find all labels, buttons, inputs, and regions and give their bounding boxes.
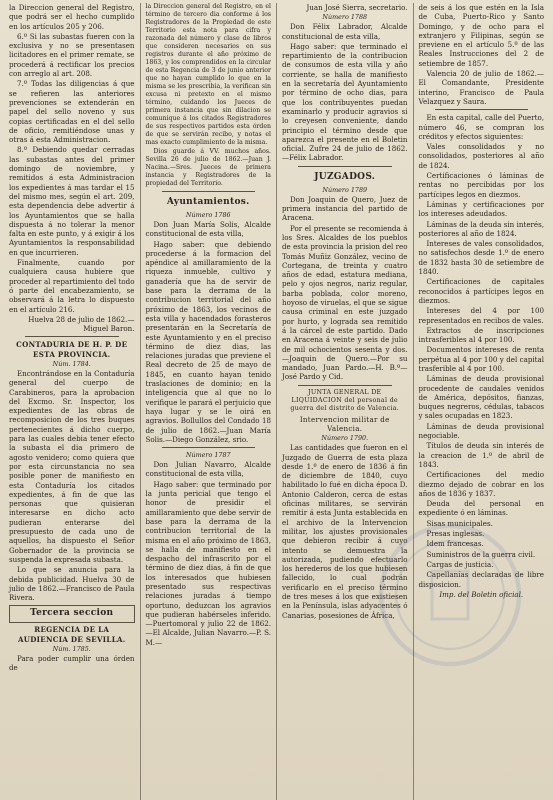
divider	[162, 447, 256, 448]
paragraph: En esta capital, calle del Puerto, número 46, se compran los créditos y efectos siguientes:	[418, 113, 544, 141]
printer-imprint: Imp. del Boletin oficial.	[439, 589, 524, 599]
paragraph: Don Félix Labrador, Alcalde constitucional de esta villa,	[282, 22, 408, 41]
list-item: Idem francesas.	[426, 539, 484, 549]
section-subheading: Intervencion militar de Valencia.	[299, 414, 390, 433]
notice-number: Número 1790.	[321, 434, 369, 443]
paragraph: Don Julian Navarro, Alcalde constitucional de esta villa,	[145, 460, 271, 479]
list-item: Intereses de vales consolidados, no satisfechos desde 1.º de enero de 1832 hasta 30 de setiembre de 1840.	[418, 239, 544, 277]
list-item: Suministros de la guerra civil.	[426, 549, 536, 559]
paragraph: Finalmente, cuando por cualquiera causa hubiere que proceder al repartimiento del todo ó parte del encabezamiento, se observará á la letra lo dispuesto en el artículo 216.	[9, 258, 135, 314]
section-heading: REGENCIA DE LA AUDIENCIA DE SEVILLA.	[17, 625, 126, 644]
paragraph: Hago saber: que terminado el repartimiento de la contribucion de consumos de esta villa y año corriente, se halla de manifiesto en la secretaría del Ayuntamiento por término de ocho dias, para que los contribuyentes puedan examinarlo y producir agravios si lo creyesen conveniente, dando principio el término desde que aparezca el presente en el Boletin oficial. Zufre 24 de julio de 1862.—Félix Labrador.	[282, 41, 408, 163]
list-item: Títulos de deuda sin interés de la creacion de 1.º de abril de 1843.	[418, 441, 544, 469]
list-item: Láminas de deuda provisional negociable.	[418, 421, 544, 441]
signature: Huelva 28 de julio de 1862.—Miguel Baron.	[28, 314, 135, 334]
list-item: Cargas de justicia.	[426, 559, 494, 569]
list-item: Láminas de la deuda sin interés, posteriores al año de 1824.	[418, 219, 544, 238]
notice-number: Núm. 1785.	[52, 645, 91, 653]
paragraph: 8.º Debiendo quedar cerradas las subastas antes del primer domingo de noviembre, y remitidos á esta Administracion los expedientes á mas tardar el 15 del mismo mes, según el art. 209, esta dependencia debe advertir á los Ayuntamientos que se halla dispuesta á no tolerar la menor falta en este punto, y á exigir á los Ayuntamientos la responsabilidad en que incurrieren.	[9, 145, 135, 257]
notice-number: Número 1787	[185, 451, 231, 460]
divider	[25, 336, 119, 337]
paragraph: Encontrándose en la Contaduría general del cuerpo de Carabineros, para la aprobacion del Excmo. Sr. Inspector, los expedientes de las obras de recomposicion de los tres buques pertenecientes á dicho cuerpo, para las cuales debia tener efecto la subasta el dia primero de agosto venidero; como quiera que por esta circunstancia no sea posible poner de manifiesto en esta Contaduría los citados expedientes, á fin de que las personas que quisieran interesarse en dicho acto pudieran enterarse del presupuesto de cada uno de aquellos, ha dispuesto el Señor Gobernador de la provincia se suspenda la expresada subasta.	[9, 368, 135, 564]
paragraph: Por el presente se recomienda á los Sres. Alcaldes de los pueblos de esta provincia la prision del reo Tomás Muñiz González, vecino de Cortegana, de treinta y cuatro años de edad, estatura mediana, pelo y ojos negros, nariz regular, barba poblada, color moreno, hoyoso de viruelas, el que se sigue causa criminal en este juzgado por hurto, y lograda sea remitido á la cárcel de este partido. Dado en Aracena á veinte y seis de julio de mil ochocientos sesenta y dos.—Joaquin de Quero.—Por su mandado, Juan Pardo.—H. B.º—José Pardo y Cid.	[282, 223, 408, 382]
notice-number: Núm. 1784.	[52, 359, 91, 368]
divider	[435, 109, 529, 110]
column-1	[4, 3, 140, 800]
list-item: Láminas de deuda provisional procedente de caudales venidos de América, depósitos, fianzas, buques negreros, cédulas, tabacos y sales ocupadas en 1823.	[418, 374, 544, 421]
signature: Juan José Sierra, secretario.	[306, 3, 408, 12]
divider	[298, 385, 392, 386]
section-box	[9, 605, 135, 623]
column-3	[276, 3, 413, 800]
paragraph: Don Joaquin de Quero, Juez de primera instancia del partido de Aracena.	[282, 194, 408, 223]
list-item: Láminas y certificaciones por los intereses adeudados.	[418, 199, 544, 219]
paragraph: Lo que se anuncia para la debida publicidad. Huelva 30 de julio de 1862.—Francisco de Paula Rivera.	[9, 565, 135, 603]
paragraph: 7.º Todas las diligencias á que se refieren las anteriores prevenciones se extenderán en papel del sello noveno y sus copias certificadas en el del sello de oficio, remitiéndose unas y otras á esta Administracion.	[9, 79, 135, 145]
list-item: Sisas municipales.	[426, 518, 493, 528]
section-heading: JUZGADOS.	[314, 171, 376, 182]
list-item: Presas inglesas.	[426, 529, 485, 539]
list-item: Vales consolidados y no consolidados, posteriores al año de 1824.	[418, 142, 544, 170]
notice-number: Número 1789	[322, 185, 368, 194]
section-heading: Ayuntamientos.	[166, 197, 250, 207]
section-heading: CONTADURIA DE H. P. DE ESTA PROVINCIA.	[16, 340, 128, 359]
paragraph: la Direccion general del Registro, que podrá ser el hecho cumplido en los artículos 205 y 206.	[9, 3, 135, 31]
list-item: Certificaciones de capitales reconocidos á partícipes legos en diezmos.	[418, 277, 544, 305]
paragraph: la Direccion general del Registro, en el término de tercero dia conforme á los Registradores de la Propiedad de este Territorio esta nota para cifra y razonada del número y clase de libros que consideren necesarios en sus registros durante el año próximo de 1863, y los comprendidos en la circular de esta Regencia de 3 de junio anterior que no hayan cumplido lo que en la misma se les prescribia, la verifican sin excusa ni pretexto en el mismo término, cuidando los Jueces de primera instancia que sin dilacion se comunique á los citados Registradores de sus respectivos partidos esta órden de que se servirán recibo, y notas el mas exacto cumplimiento de la misma.	[145, 3, 271, 146]
list-item: Certificaciones ó láminas de rentas no percibidas por los partícipes legos en diezmos.	[418, 171, 544, 199]
paragraph: Hago saber: que terminado por la junta pericial que tengo el honor de presidir el amillaramiento que debe servir de base para la derrama de la contribucion territorial de la misma en el año próximo de 1863, se halla de manifiesto en el despacho del infrascrito por el término de diez dias, á fin de que los interesados que hubiesen presentado sus respectivas relaciones juradas á tiempo oportuno, deduzcan los agravios que pudieran habérseles inferido.—Puertomoral y julio 22 de 1862.—El Alcalde, Julian Navarro.—P. S. M.—	[145, 479, 271, 647]
paragraph: 6.º Si las subastas fueren con la exclusiva y no se presentasen licitadores en el primer remate, se procederá á rectificar los precios con arreglo al art. 208.	[9, 31, 135, 79]
list-item: Capellanías declaradas de libre disposicion.	[418, 570, 544, 589]
column-4	[413, 3, 550, 800]
list-item: Extractos de inscripciones intrasferibles al 4 por 100.	[418, 325, 544, 345]
notice-number: Número 1786	[185, 211, 231, 219]
paragraph: Las cantidades que fueron en el Juzgado de Guerra de esta plaza desde 1.º de enero de 1836 á fin de diciembre de 1840, cuyo habilitado lo fué en dicha época D. Antonio Calderon, cerca de estas oficinas militares, se servirán remitir á esta Junta establecida en el archivo de la Intervencion militar, los ajustes provisionales que debieron recibir á cuyo intento se demuestra la autorizada, pudiendo efectuarlo los herederos de los que hubiesen fallecido, lo cual podrán verificarlo en el preciso término de tres meses á los que existiesen en la Península, islas adyacentes ó Canarias, posesiones de África,	[282, 443, 408, 620]
list-item: Deuda del personal en expediente ó en láminas.	[418, 499, 544, 518]
paragraph: Dios guarde á VV. muchos años. Sevilla 26 de julio de 1862.—Juan J. Nacina.—Sres. Jueces de primera instancia y Registradores de la propiedad del Territorio.	[145, 148, 271, 187]
paragraph: Hago saber: que debiendo procederse á la formacion del apéndice al amillaramiento de la riqueza inmueble, cultivo y ganadería que ha de servir de base para la derrama de la contribucion territorial del año próximo de 1863, los vecinos de esta villa y hacendados forasteros presentarán en la Secretaría de este Ayuntamiento y en el preciso término de diez dias, las relaciones juradas que previene el Real decreto de 25 de mayo de 1845, en cuanto hayan tenido traslaciones de dominio; en la inteligencia que al que no lo verifique le parará el perjuicio que haya lugar y se le oirá en agravios. Bollullos del Condado 18 de julio de 1862.—Juan María Solis.—Diego González, srio.	[145, 239, 271, 444]
section-title: Tercera seccion	[30, 608, 114, 619]
paragraph: de seis á los que estén en la Isla de Cuba, Puerto-Rico y Santo Domingo, y de ocho para el extranjero y Filipinas, según se previene en el artículo 5.º de las Reales Instrucciones del 2 de setiembre de 1857.	[418, 3, 544, 68]
list-item: Intereses del 4 por 100 representados en recibos de vales.	[418, 306, 544, 325]
column-2	[140, 3, 277, 800]
divider	[162, 191, 256, 192]
notice-number: Número 1788	[322, 13, 368, 22]
list-item: Documentos intereses de renta perpétua al 4 por 100 y del capital trasferible al 4 por 100.	[418, 345, 544, 373]
paragraph: Valencia 20 de julio de 1862.—El Comandante, Presidente interino, Francisco de Paula Velazquez y Saura.	[418, 69, 544, 106]
paragraph: Don Juan María Solis, Alcalde constitucional de esta villa,	[145, 220, 271, 239]
paragraph: Para poder cumplir una órden de	[9, 654, 135, 673]
divider	[298, 166, 392, 167]
section-heading: JUNTA GENERAL DE LIQUIDACION del personal de guerra del distrito de Valencia.	[290, 388, 400, 412]
list-item: Certificaciones del medio diezmo dejado de cobrar en los años de 1836 y 1837.	[418, 470, 544, 498]
